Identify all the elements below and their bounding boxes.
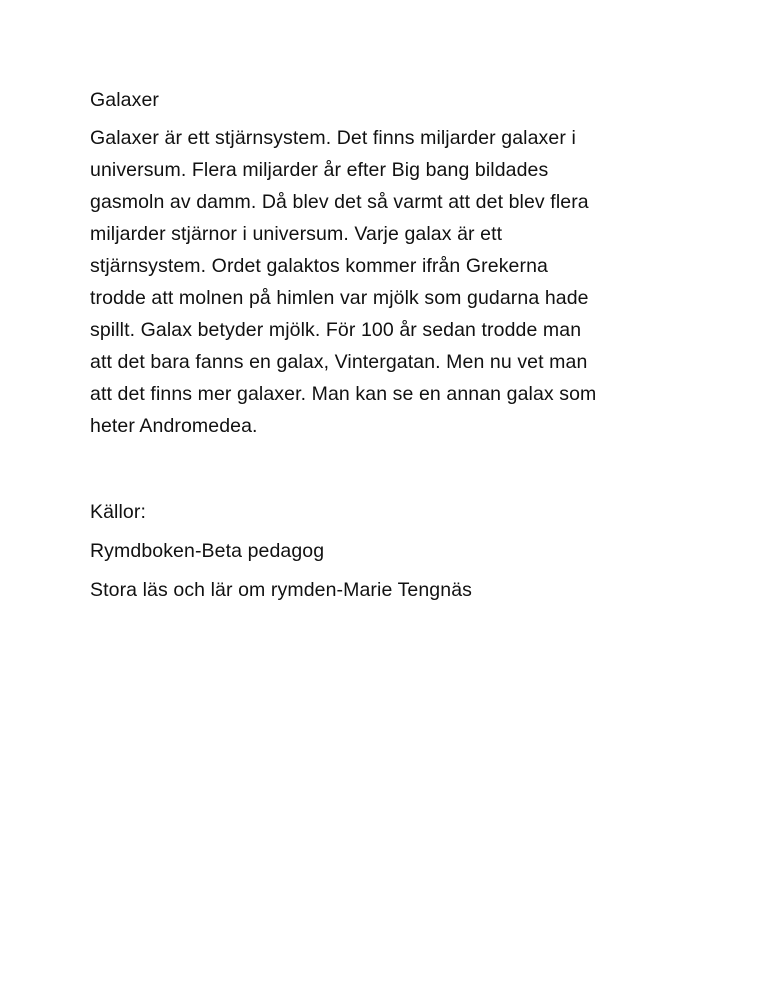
paragraph-line: trodde att molnen på himlen var mjölk som gudarna hade	[90, 287, 589, 309]
document-body	[90, 84, 690, 606]
paragraph-line: miljarder stjärnor i universum. Varje galax är ett	[90, 223, 503, 245]
source-item: Rymdboken-Beta pedagog	[90, 540, 325, 562]
paragraph-line: gasmoln av damm. Då blev det så varmt att det blev flera	[90, 191, 589, 213]
paragraph-line: Galaxer är ett stjärnsystem. Det finns miljarder galaxer i	[90, 127, 576, 149]
source-item: Stora läs och lär om rymden-Marie Tengnäs	[90, 579, 472, 601]
paragraph-line: att det finns mer galaxer. Man kan se en annan galax som	[90, 383, 597, 405]
sources-heading: Källor:	[90, 501, 146, 523]
paragraph-line: stjärnsystem. Ordet galaktos kommer ifrån Grekerna	[90, 255, 548, 277]
document-title: Galaxer	[90, 89, 159, 111]
paragraph-line: heter Andromedea.	[90, 415, 258, 437]
paragraph-line: spillt. Galax betyder mjölk. För 100 år sedan trodde man	[90, 319, 582, 341]
paragraph-line: universum. Flera miljarder år efter Big bang bildades	[90, 159, 549, 181]
paragraph-line: att det bara fanns en galax, Vintergatan. Men nu vet man	[90, 351, 588, 373]
main-paragraph	[90, 122, 690, 442]
